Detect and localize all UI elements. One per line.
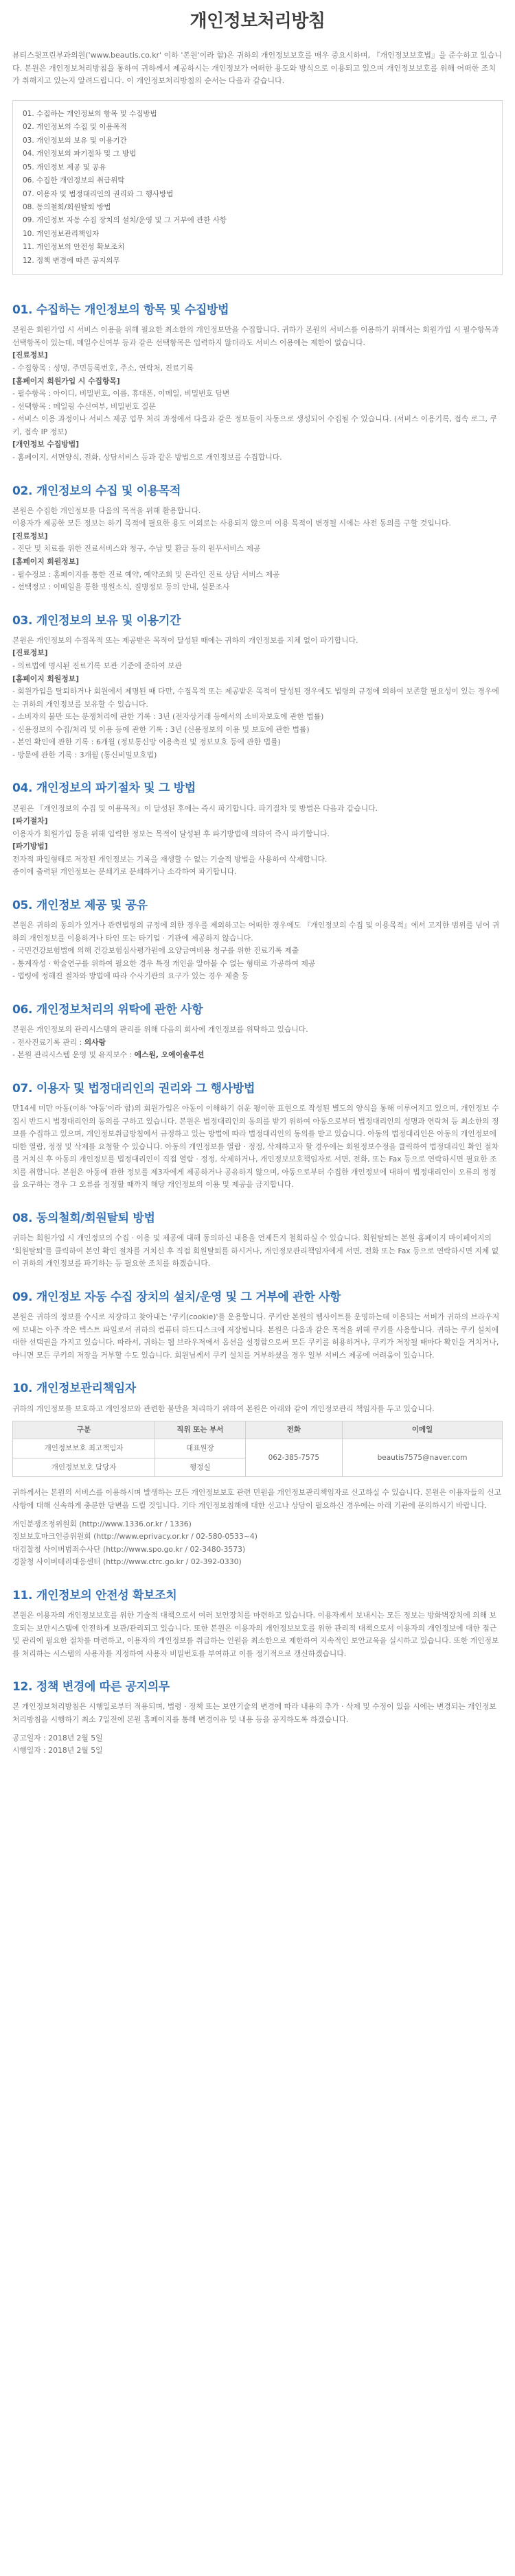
section-title: 10. 개인정보관리책임자	[12, 1382, 136, 1396]
section-title: 03. 개인정보의 보유 및 이용기간	[12, 613, 181, 628]
page-title: 개인정보처리방침	[190, 11, 325, 32]
toc-item[interactable]: 04. 개인정보의 파기절차 및 그 방법	[23, 150, 137, 158]
list-item: 전자적 파일형태로 저장된 개인정보는 기록을 재생할 수 없는 기술적 방법을 사용하여 삭제합니다.	[12, 854, 328, 864]
list-item: - 홈페이지, 서면양식, 전화, 상담서비스 등과 같은 방법으로 개인정보를 수집합니다.	[12, 452, 282, 462]
sub-heading: [홈페이지 회원가입 시 수집항목]	[12, 376, 120, 386]
list-item: - 필수항목 : 아이디, 비밀번호, 이름, 휴대폰, 이메일, 비밀번호 답변	[12, 389, 230, 399]
sub-heading: [파기방법]	[12, 842, 48, 851]
toc-item[interactable]: 11. 개인정보의 안전성 확보조치	[23, 243, 125, 252]
toc-item[interactable]: 06. 수집한 개인정보의 취급위탁	[23, 176, 125, 185]
list-item: - 의료법에 명시된 진료기록 보관 기준에 준하여 보관	[12, 661, 182, 670]
table-row	[13, 1439, 503, 1458]
section-withdrawal	[12, 1209, 503, 1271]
list-item: - 방문에 관한 기록 : 3개월 (통신비밀보호법)	[12, 750, 157, 759]
list-item	[12, 1049, 503, 1062]
contact-item[interactable]: 개인분쟁조정위원회 (http://www.1336.or.kr / 1336)	[12, 1519, 192, 1528]
section-retention	[12, 612, 503, 762]
table-header-row	[13, 1421, 503, 1439]
toc-item[interactable]: 01. 수집하는 개인정보의 항목 및 수집방법	[23, 110, 157, 119]
toc-item[interactable]: 05. 개인정보 제공 및 공유	[23, 163, 106, 172]
list-item: - 수집항목 : 성명, 주민등록번호, 주소, 연락처, 진료기록	[12, 364, 194, 373]
paragraph: 본원은 이용자의 개인정보보호를 위한 기술적 대책으로서 여러 보안장치를 마련하고 있습니다. 이용자께서 보내시는 모든 정보는 방화벽장치에 의해 보호되는 보안시스템에 안전하게 보관/관리되고 있습니다. 또한 본원은 이용자의 개인정보보호를 위한 관리적 대책으로서 이용자의 개인정보에 대한 접근 및 관리에 필요한 절차를 마련하고, 이용자의 개인정보를 취급하는 인원을 최소한으로 제한하여 지속적인 보안교육을 실시하고 있습니다. 또한 개인정보를 처리하는 시스템의 사용자를 지정하여 사용자 비밀번호를 부여하고 이를 정기적으로 갱신하겠습니다.	[12, 1611, 499, 1658]
list-item: - 선택항목 : 메일링 수신여부, 비밀번호 질문	[12, 401, 156, 411]
toc-item[interactable]: 03. 개인정보의 보유 및 이용기간	[23, 136, 127, 145]
list-item-label: - 본원 관리시스템 운영 및 유지보수 :	[12, 1050, 135, 1060]
table-cell: 행정실	[155, 1458, 245, 1477]
list-item: - 법령에 정해진 절차와 방법에 따라 수사기관의 요구가 있는 경우 제출 등	[12, 971, 249, 981]
paragraph: 본원은 개인정보의 관리시스템의 관리를 위해 다음의 회사에 개인정보를 위탁하고 있습니다.	[12, 1025, 308, 1035]
sub-heading: [홈페이지 회원정보]	[12, 556, 80, 566]
section-sharing	[12, 897, 503, 983]
section-title: 04. 개인정보의 파기절차 및 그 방법	[12, 781, 196, 796]
paragraph: 본원은 개인정보의 수집목적 또는 제공받은 목적이 달성된 때에는 귀하의 개인정보를 지체 없이 파기합니다.	[12, 635, 358, 645]
paragraph: 귀하께서는 본원의 서비스를 이용하시며 발생하는 모든 개인정보보호 관련 민원을 개인정보관리책임자로 신고하실 수 있습니다. 본원은 이용자들의 신고사항에 대해 신속하게 충분한 답변을 드릴 것입니다. 기타 개인정보침해에 대한 신고나 상담이 필요하신 경우에는 아래 기관에 문의하시기 바랍니다.	[12, 1488, 501, 1511]
section-title: 08. 동의철회/회원탈퇴 방법	[12, 1212, 155, 1225]
paragraph: 본원은 수집한 개인정보를 다음의 목적을 위해 활용합니다.	[12, 506, 201, 515]
list-item: - 소비자의 불만 또는 분쟁처리에 관한 기록 : 3년 (전자상거래 등에서의 소비자보호에 관한 법률)	[12, 712, 324, 722]
section-body	[12, 919, 503, 983]
table-header-cell: 직위 또는 부서	[155, 1421, 245, 1439]
section-title: 06. 개인정보처리의 위탁에 관한 사항	[12, 1003, 203, 1017]
section-cookies	[12, 1288, 503, 1362]
paragraph: 본원은 귀하의 정보를 수시로 저장하고 찾아내는 '쿠키(cookie)'를 운용합니다. 쿠키란 본원의 웹사이트를 운영하는데 이용되는 서버가 귀하의 브라우저에 보내는 아주 작은 텍스트 파일로서 귀하의 컴퓨터 하드디스크에 저장됩니다. 본원은 다음과 같은 목적을 위해 쿠키를 사용합니다. 귀하는 쿠키 설치에 대한 선택권을 가지고 있습니다. 따라서, 귀하는 웹 브라우저에서 옵션을 설정함으로써 모든 쿠키를 허용하거나, 쿠키가 저장될 때마다 확인을 거치거나, 아니면 모든 쿠키의 저장을 거부할 수도 있습니다. 회원님께서 쿠키 설치를 거부하셨을 경우 일부 서비스 제공에 어려움이 있습니다.	[12, 1312, 500, 1360]
sub-heading: [개인정보 수집방법]	[12, 440, 80, 449]
list-item: - 선택정보 : 이메일을 통한 병원소식, 질병정보 등의 안내, 설문조사	[12, 582, 230, 592]
toc-item[interactable]: 09. 개인정보 자동 수집 장치의 설치/운영 및 그 거부에 관한 사항	[23, 216, 227, 225]
section-title: 11. 개인정보의 안전성 확보조치	[12, 1588, 177, 1603]
paragraph: 본 개인정보처리방침은 시행일로부터 적용되며, 법령 · 정책 또는 보안기술의 변경에 따라 내용의 추가 · 삭제 및 수정이 있을 시에는 변경되는 개인정보처리방침을 시행하기 최소 7일전에 본원 홈페이지를 통해 변경이유 및 내용 등을 공지하도록 하겠습니다.	[12, 1702, 496, 1725]
list-item: - 신용정보의 수집/처리 및 이용 등에 관한 기록 : 3년 (신용정보의 이용 및 보호에 관한 법률)	[12, 724, 310, 734]
section-body	[12, 1701, 503, 1757]
contact-item[interactable]: 경찰청 사이버테러대응센터 (http://www.ctrc.go.kr / 02-392-0330)	[12, 1557, 242, 1567]
section-body	[12, 1487, 503, 1568]
list-item: - 국민건강보험법에 의해 건강보험심사평가원에 요양급여비용 청구를 위한 진료기록 제출	[12, 946, 299, 956]
dates	[12, 1732, 503, 1758]
section-body	[12, 635, 503, 762]
list-item: 이용자가 회원가입 등을 위해 입력한 정보는 목적이 달성된 후 파기방법에 의하여 즉시 파기합니다.	[12, 829, 330, 838]
section-collected-items	[12, 301, 503, 464]
section-body	[12, 505, 503, 594]
intro-paragraph: 뷰티스윗프린부과의원('www.beautis.co.kr' 이하 '본원'이라 함)은 귀하의 개인정보보호를 매우 중요시하며, 『개인정보보호법』을 준수하고 있습니다. 본원은 개인정보처리방침을 통하여 귀하께서 제공하시는 개인정보가 어떠한 용도와 방식으로 이용되고 있으며 개인정보보호를 위해 어떠한 조치가 취해지고 있는지 알려드립니다. 이 개인정보처리방침의 순서는 다음과 같습니다.	[12, 51, 502, 86]
list-item: - 본인 확인에 관한 기록 : 6개월 (정보통신망 이용촉진 및 정보보호 등에 관한 법률)	[12, 737, 281, 747]
table-of-contents	[12, 100, 503, 275]
list-item: - 필수정보 : 홈페이지를 통한 진료 예약, 예약조회 및 온라인 진료 상담 서비스 제공	[12, 569, 280, 579]
table-header-cell: 구분	[13, 1421, 155, 1439]
section-title: 12. 정책 변경에 따른 공지의무	[12, 1680, 170, 1694]
table-header-cell: 이메일	[343, 1421, 503, 1439]
toc-item[interactable]: 02. 개인정보의 수집 및 이용목적	[23, 123, 127, 132]
effective-date: 시행일자 : 2018년 2월 5일	[12, 1746, 103, 1756]
section-body	[12, 1609, 503, 1660]
paragraph: 이용자가 제공한 모든 정보는 하기 목적에 필요한 용도 이외로는 사용되지 않으며 이용 목적이 변경될 시에는 사전 동의를 구할 것입니다.	[12, 519, 451, 528]
list-item: - 진단 및 치료를 위한 진료서비스와 청구, 수납 및 환급 등의 원무서비스 제공	[12, 544, 261, 554]
section-title: 09. 개인정보 자동 수집 장치의 설치/운영 및 그 거부에 관한 사항	[12, 1290, 341, 1304]
section-title: 02. 개인정보의 수집 및 이용목적	[12, 484, 181, 498]
manager-table	[12, 1421, 503, 1477]
list-item-value: 의사랑	[84, 1037, 106, 1047]
table-cell: 개인정보보호 담당자	[13, 1458, 155, 1477]
list-item: - 회원가입을 탈퇴하거나 회원에서 제명된 때 다만, 수집목적 또는 제공받은 목적이 달성된 경우에도 법령의 규정에 의하여 보존할 필요성이 있는 경우에는 귀하의 개인정보를 보유할 수 있습니다.	[12, 687, 499, 709]
section-destruction	[12, 779, 503, 879]
toc-item[interactable]: 07. 이용자 및 법정대리인의 권리와 그 행사방법	[23, 189, 174, 198]
section-body	[12, 1024, 503, 1062]
toc-item[interactable]: 08. 동의철회/회원탈퇴 방법	[23, 203, 111, 212]
sub-heading: [홈페이지 회원정보]	[12, 674, 80, 683]
list-item-label: - 전사진료기록 관리 :	[12, 1037, 84, 1047]
section-title: 01. 수집하는 개인정보의 항목 및 수집방법	[12, 303, 229, 318]
sub-heading: [진료정보]	[12, 648, 48, 658]
section-title: 07. 이용자 및 법정대리인의 권리와 그 행사방법	[12, 1081, 255, 1096]
section-title: 05. 개인정보 제공 및 공유	[12, 899, 148, 912]
manager-email[interactable]: beautis7575@naver.com	[343, 1439, 503, 1477]
list-item: - 서비스 이용 과정이나 서비스 제공 업무 처리 과정에서 다음과 같은 정보들이 자동으로 생성되어 수집될 수 있습니다. (서비스 이용기록, 접속 로그, 쿠키, 접속 IP 정보)	[12, 414, 497, 436]
section-body	[12, 1232, 503, 1271]
paragraph: 귀하는 회원가입 시 개인정보의 수집 · 이용 및 제공에 대해 동의하신 내용을 언제든지 철회하실 수 있습니다. 회원탈퇴는 본원 홈페이지 마이페이지의 '회원탈퇴'를 클릭하여 본인 확인 절차를 거치신 후 직접 회원탈퇴를 하시거나, 개인정보관리책임자에게 서면, 전화 또는 Fax 등으로 연락하시면 지체 없이 귀하의 개인정보를 파기하는 등 필요한 조치를 하겠습니다.	[12, 1233, 499, 1268]
contact-item[interactable]: 대검찰청 사이버범죄수사단 (http://www.spo.go.kr / 02-3480-3573)	[12, 1544, 246, 1554]
paragraph: 본원은 『개인정보의 수집 및 이용목적』이 달성된 후에는 즉시 파기합니다. 파기절차 및 방법은 다음과 같습니다.	[12, 803, 378, 813]
paragraph: 만14세 미만 아동(이하 '아동'이라 함)의 회원가입은 아동이 이해하기 쉬운 평이한 표현으로 작성된 별도의 양식을 통해 이루어지고 있으며, 개인정보 수집시 반드시 법정대리인의 동의를 구하고 있습니다. 본원은 법정대리인의 동의를 받기 위하여 아동으로부터 법정대리인의 성명과 연락처 등 최소한의 정보를 수집하고 있으며, 개인정보취급방침에서 규정하고 있는 방법에 따라 법정대리인의 동의를 받고 있습니다. 아동의 법정대리인은 아동의 개인정보에 대한 열람, 정정 및 삭제를 요청할 수 있습니다. 아동의 개인정보를 열람 · 정정, 삭제하고자 할 경우에는 회원정보수정을 클릭하여 법정대리인 확인 절차를 거치신 후 아동의 개인정보를 법정대리인이 직접 열람 · 정정, 삭제하거나, 개인정보보호책임자로 서면, 전화, 또는 Fax 등으로 연락하시면 필요한 조치를 취합니다. 본원은 아동에 관한 정보를 제3자에게 제공하거나 공유하지 않으며, 아동으로부터 수집한 개인정보에 대하여 법정대리인이 오류의 정정을 요구하는 경우 그 오류를 정정할 때까지 해당 개인정보의 이용 및 제공을 금지합니다.	[12, 1104, 499, 1190]
paragraph: 본원은 회원가입 시 서비스 이용을 위해 필요한 최소한의 개인정보만을 수집합니다. 귀하가 본원의 서비스를 이용하기 위해서는 회원가입 시 필수항목과 선택항목이 있는데, 메일수신여부 등과 같은 선택항목은 입력하지 않더라도 서비스 이용에는 제한이 없습니다.	[12, 325, 499, 347]
toc-item[interactable]: 10. 개인정보관리책임자	[23, 229, 100, 238]
table-header-cell: 전화	[245, 1421, 343, 1439]
paragraph: 본원은 귀하의 동의가 있거나 관련법령의 규정에 의한 경우를 제외하고는 어떠한 경우에도 『개인정보의 수집 및 이용목적』에서 고지한 범위를 넘어 귀하의 개인정보를 이용하거나 타인 또는 타기업 · 기관에 제공하지 않습니다.	[12, 921, 500, 943]
table-cell: 대표원장	[155, 1439, 245, 1458]
paragraph: 귀하의 개인정보를 보호하고 개인정보와 관련한 불만을 처리하기 위하여 본원은 아래와 같이 개인정보관리 책임자를 두고 있습니다.	[12, 1404, 435, 1413]
manager-phone: 062-385-7575	[245, 1439, 343, 1477]
section-policy-change	[12, 1678, 503, 1757]
section-manager	[12, 1380, 503, 1569]
sub-heading: [파기절차]	[12, 816, 48, 826]
section-outsourcing	[12, 1001, 503, 1062]
table-cell: 개인정보보호 최고책임자	[13, 1439, 155, 1458]
section-security	[12, 1587, 503, 1660]
section-body	[12, 1311, 503, 1362]
spacer	[12, 1513, 503, 1518]
section-body	[12, 1403, 503, 1416]
list-item: 종이에 출력된 개인정보는 분쇄기로 분쇄하거나 소각하여 파기합니다.	[12, 867, 237, 877]
section-purpose	[12, 482, 503, 594]
section-body	[12, 1102, 503, 1192]
list-item-value: 에스원, 오에이솔루션	[134, 1050, 205, 1060]
sub-heading: [진료정보]	[12, 531, 48, 541]
toc-item[interactable]: 12. 정책 변경에 따른 공지의무	[23, 256, 120, 265]
list-item: - 통계작성 · 학술연구를 위하여 필요한 경우 특정 개인을 알아볼 수 없는 형태로 가공하여 제공	[12, 958, 316, 968]
sub-heading: [진료정보]	[12, 351, 48, 360]
contact-item[interactable]: 정보보호마크인증위원회 (http://www.eprivacy.or.kr / 02-580-0533~4)	[12, 1532, 258, 1541]
section-body	[12, 324, 503, 464]
announce-date: 공고일자 : 2018년 2월 5일	[12, 1733, 103, 1742]
section-rights	[12, 1080, 503, 1192]
list-item	[12, 1037, 503, 1050]
section-body	[12, 803, 503, 879]
